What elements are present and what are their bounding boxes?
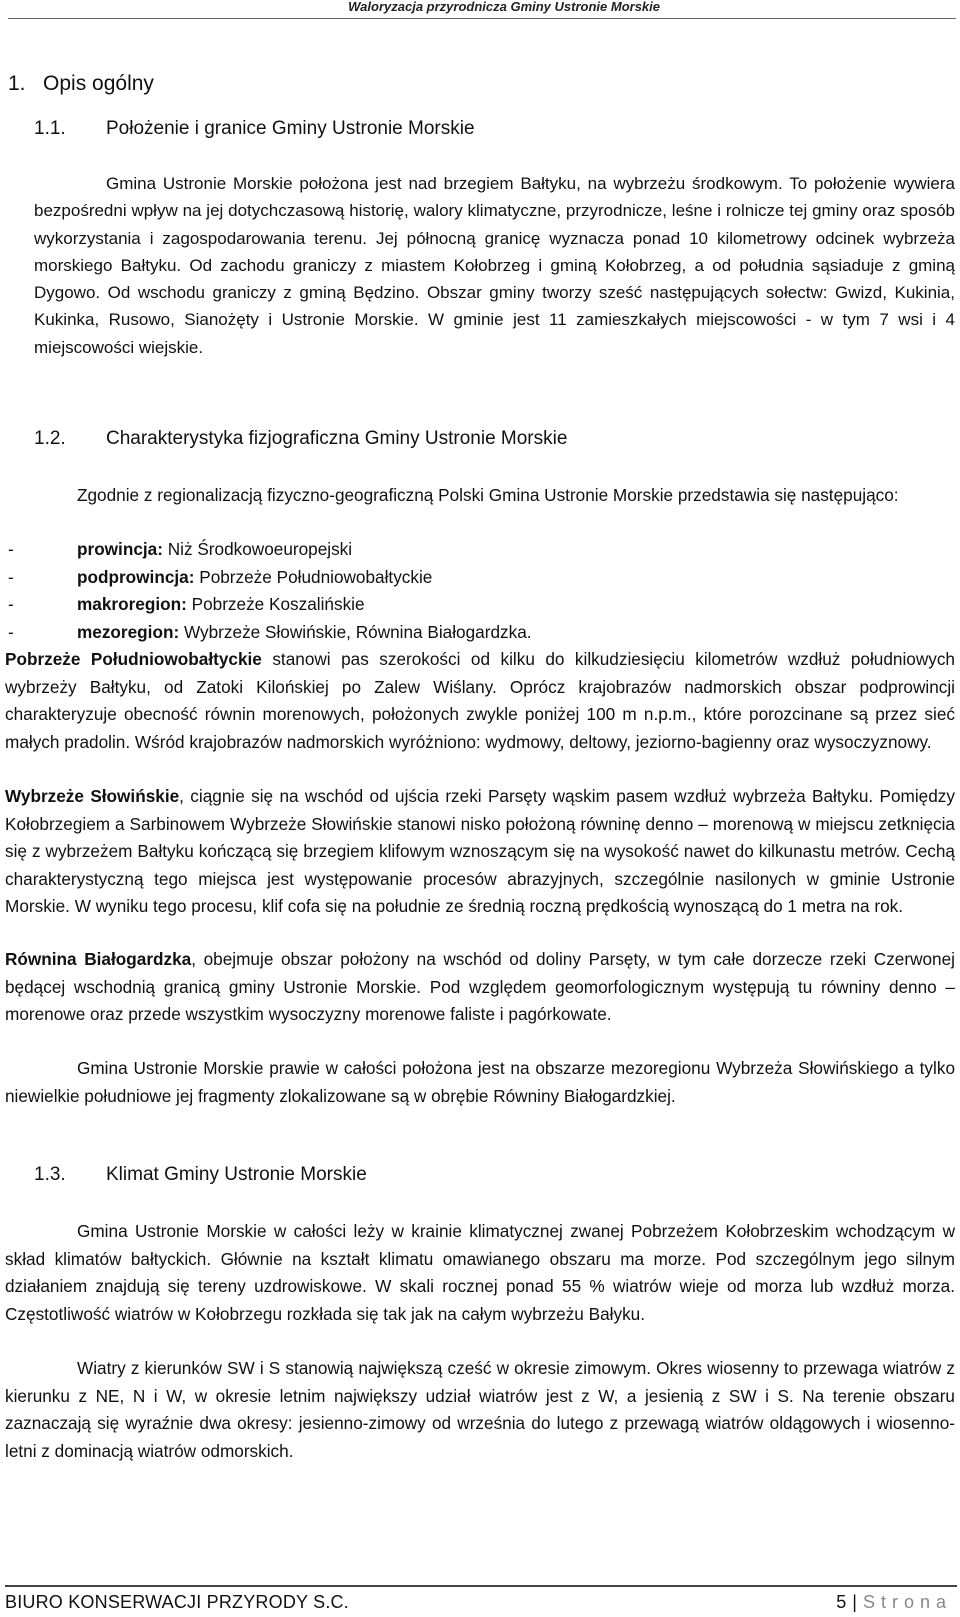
header-title: Waloryzacja przyrodnicza Gminy Ustronie Morskie (348, 0, 660, 14)
wybrzeze-paragraph: Wybrzeże Słowińskie, ciągnie się na wschód od ujścia rzeki Parsęty wąskim pasem wzdłuż wybrzeża Bałtyku. Pomiędzy Kołobrzegiem a Sarbinowem Wybrzeże Słowińskie stanowi nisko położoną równinę denno – morenową w miejscu zetknięcia się z wybrzeżem Bałtyku kończącą się brzegiem klifowym wznoszącym się na wysokość nawet do kilkunastu metrów. Cechą charakterystyczną tego miejsca jest występowanie procesów abrazyjnych, szczególnie nasilonych w gminie Ustronie Morskie. W wyniku tego procesu, klif cofa się na południe ze średnią roczną prędkością wynoszącą do 1 metra na rok. (5, 786, 955, 916)
footer-company: BIURO KONSERWACJI PRZYRODY S.C. (5, 1592, 349, 1612)
klimat-paragraph-2: Wiatry z kierunków SW i S stanowią największą cześć w okresie zimowym. Okres wiosenny to przewaga wiatrów z kierunku z NE, N i W, w okresie letnim największy udział wiatrów jest z W, a jesienią z SW i S. Na terenie obszaru zaznaczają się wyraźnie dwa okresy: jesienno-zimowy od września do lutego z przewagą wiatrów oldągowych i wiosenno-letni z dominacją wiatrów odmorskich. (5, 1358, 955, 1461)
list-item: - prowincja: Niż Środkowoeuropejski (8, 539, 353, 559)
section-1-title: Opis ogólny (43, 72, 154, 95)
section-1-2-intro: Zgodnie z regionalizacją fizyczno-geograficzną Polski Gmina Ustronie Morskie przedstawia się następująco: (77, 485, 899, 505)
page-label: Strona (862, 1592, 952, 1612)
header-rule (8, 18, 956, 19)
list-value: Pobrzeże Koszalińskie (186, 594, 365, 614)
page-separator: | (852, 1592, 857, 1612)
section-1-1-title: Położenie i granice Gminy Ustronie Morskie (106, 118, 475, 139)
section-1-1-paragraph: Gmina Ustronie Morskie położona jest nad brzegiem Bałtyku, na wybrzeżu środkowym. To położenie wywiera bezpośredni wpływ na jej dotychczasową historię, walory klimatyczne, przyrodnicze, leśne i rolnicze tej gminy oraz sposób wykorzystania i zagospodarowania terenu. Jej północną granicę wyznacza ponad 10 kilometrowy odcinek wybrzeża morskiego Bałtyku. Od zachodu graniczy z miastem Kołobrzeg i gminą Kołobrzeg, a od południa sąsiaduje z gminą Dygowo. Od wschodu graniczy z gminą Będzino. Obszar gminy tworzy sześć następujących sołectw: Gwizd, Kukinia, Kukinka, Rusowo, Sianożęty i Ustronie Morskie. W gminie jest 11 zamieszkałych miejscowości - w tym 7 wsi i 4 miejscowości wiejskie. (34, 174, 955, 357)
section-1-3-title: Klimat Gminy Ustronie Morskie (106, 1164, 367, 1185)
section-1-heading (8, 72, 154, 96)
pobrzeze-term: Pobrzeże Południowobałtyckie (5, 649, 262, 669)
summary-paragraph: Gmina Ustronie Morskie prawie w całości położona jest na obszarze mezoregionu Wybrzeża Słowińskiego a tylko niewielkie południowe jej fragmenty zlokalizowane są w obrębie Równiny Białogardzkiej. (5, 1058, 955, 1106)
list-term: mezoregion: (77, 621, 180, 642)
list-item: - makroregion: Pobrzeże Koszalińskie (8, 594, 365, 614)
list-term: makroregion: (77, 594, 187, 614)
pobrzeze-paragraph: Pobrzeże Południowobałtyckie stanowi pas szerokości od kilku do kilkudziesięciu kilometrów wzdłuż południowych wybrzeży Bałtyku, od Zatoki Kilońskiej po Zalew Wiślany. Oprócz krajobrazów nadmorskich obszar podprowincji charakteryzuje obecność równin morenowych, położonych zwykle poniżej 100 m n.p.m., które porozcinane są przez sieć małych pradolin. Wśród krajobrazów nadmorskich wyróżniono: wydmowy, deltowy, jeziorno-bagienny oraz wysoczyznowy. (5, 649, 955, 752)
region-list (5, 536, 705, 646)
section-1-3-number: 1.3. (34, 1164, 66, 1185)
footer-rule (5, 1585, 957, 1587)
list-item: - mezoregion: Wybrzeże Słowińskie, Równina Białogardzka. (8, 621, 532, 642)
rownina-paragraph: Równina Białogardzka, obejmuje obszar położony na wschód od doliny Parsęty, w tym całe dorzecze rzeki Czerwonej będącej wschodnią granicą gminy Ustronie Morskie. Pod względem geomorfologicznym występują tu równiny denno – morenowe oraz przede wszystkim wysoczyzny morenowe faliste i pagórkowate. (5, 949, 955, 1024)
section-1-1-number: 1.1. (34, 118, 66, 139)
klimat-paragraph-1: Gmina Ustronie Morskie w całości leży w krainie klimatycznej zwanej Pobrzeżem Kołobrzeskim wchodzącym w skład klimatów bałtyckich. Głównie na kształt klimatu omawianego obszaru ma morze. Pod szczególnym jego silnym działaniem znajdują się tereny uzdrowiskowe. W skali rocznej ponad 55 % wiatrów wieje od morza lub wzdłuż morza. Częstotliwość wiatrów w Kołobrzegu rozkłada się tak jak na całym wybrzeżu Bałyku. (5, 1221, 955, 1324)
wybrzeze-term: Wybrzeże Słowińskie (5, 786, 180, 806)
list-item: - podprowincja: Pobrzeże Południowobałtyckie (8, 566, 433, 587)
list-term: prowincja: (77, 539, 163, 559)
list-value: Pobrzeże Południowobałtyckie (194, 566, 433, 587)
list-value: Niż Środkowoeuropejski (162, 539, 353, 559)
section-1-number: 1. (8, 72, 26, 95)
running-header (0, 0, 960, 18)
rownina-term: Równina Białogardzka (5, 949, 192, 969)
page-number-value: 5 (836, 1592, 847, 1612)
list-value: Wybrzeże Słowińskie, Równina Białogardzka. (179, 621, 532, 642)
list-term: podprowincja: (77, 566, 195, 587)
section-1-2-title: Charakterystyka fizjograficzna Gminy Ustronie Morskie (106, 428, 568, 449)
page-number (836, 1592, 952, 1613)
section-1-2-number: 1.2. (34, 428, 66, 449)
